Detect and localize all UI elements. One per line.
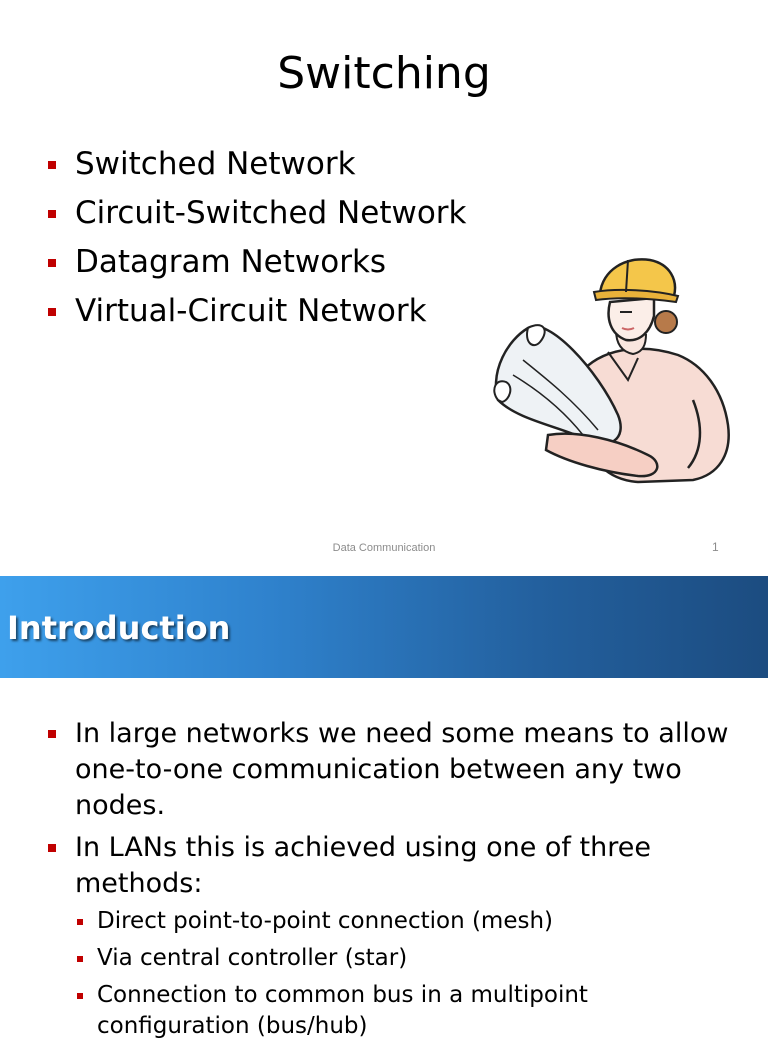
- bullet-square-icon: [48, 210, 56, 218]
- list-item: In large networks we need some means to allow one-to-one communication between any two nodes.: [48, 716, 738, 824]
- list-item: Switched Network: [48, 140, 467, 189]
- bullet-list: [48, 140, 467, 336]
- bullet-square-icon: [48, 730, 56, 738]
- bullet-square-icon: [77, 919, 83, 925]
- bullet-square-icon: [48, 161, 56, 169]
- page-number: 1: [712, 540, 719, 554]
- sub-list-item: Direct point-to-point connection (mesh): [75, 906, 738, 937]
- slide-footer: Data Communication: [332, 542, 436, 554]
- list-item: Datagram Networks: [48, 238, 467, 287]
- sub-list-item: Connection to common bus in a multipoint configuration (bus/hub): [75, 980, 738, 1042]
- engineer-clipart-icon: [488, 250, 738, 486]
- sub-bullet-list: [75, 906, 738, 1042]
- bullet-square-icon: [77, 993, 83, 999]
- slide-2: [0, 576, 768, 1039]
- list-item: Circuit-Switched Network: [48, 189, 467, 238]
- sub-list-item: Via central controller (star): [75, 943, 738, 974]
- bullet-square-icon: [48, 259, 56, 267]
- bullet-square-icon: [48, 844, 56, 852]
- bullet-list: [48, 716, 738, 1048]
- list-item: Virtual-Circuit Network: [48, 287, 467, 336]
- bullet-square-icon: [77, 956, 83, 962]
- list-item: In LANs this is achieved using one of three methods: Direct point-to-point connection (mesh) Via central controller (star) Connection to common bus in a multipoint configuration (bus/hub): [48, 830, 738, 1042]
- bullet-square-icon: [48, 308, 56, 316]
- slide-title: Introduction: [7, 609, 231, 647]
- slide-title: Switching: [277, 48, 491, 99]
